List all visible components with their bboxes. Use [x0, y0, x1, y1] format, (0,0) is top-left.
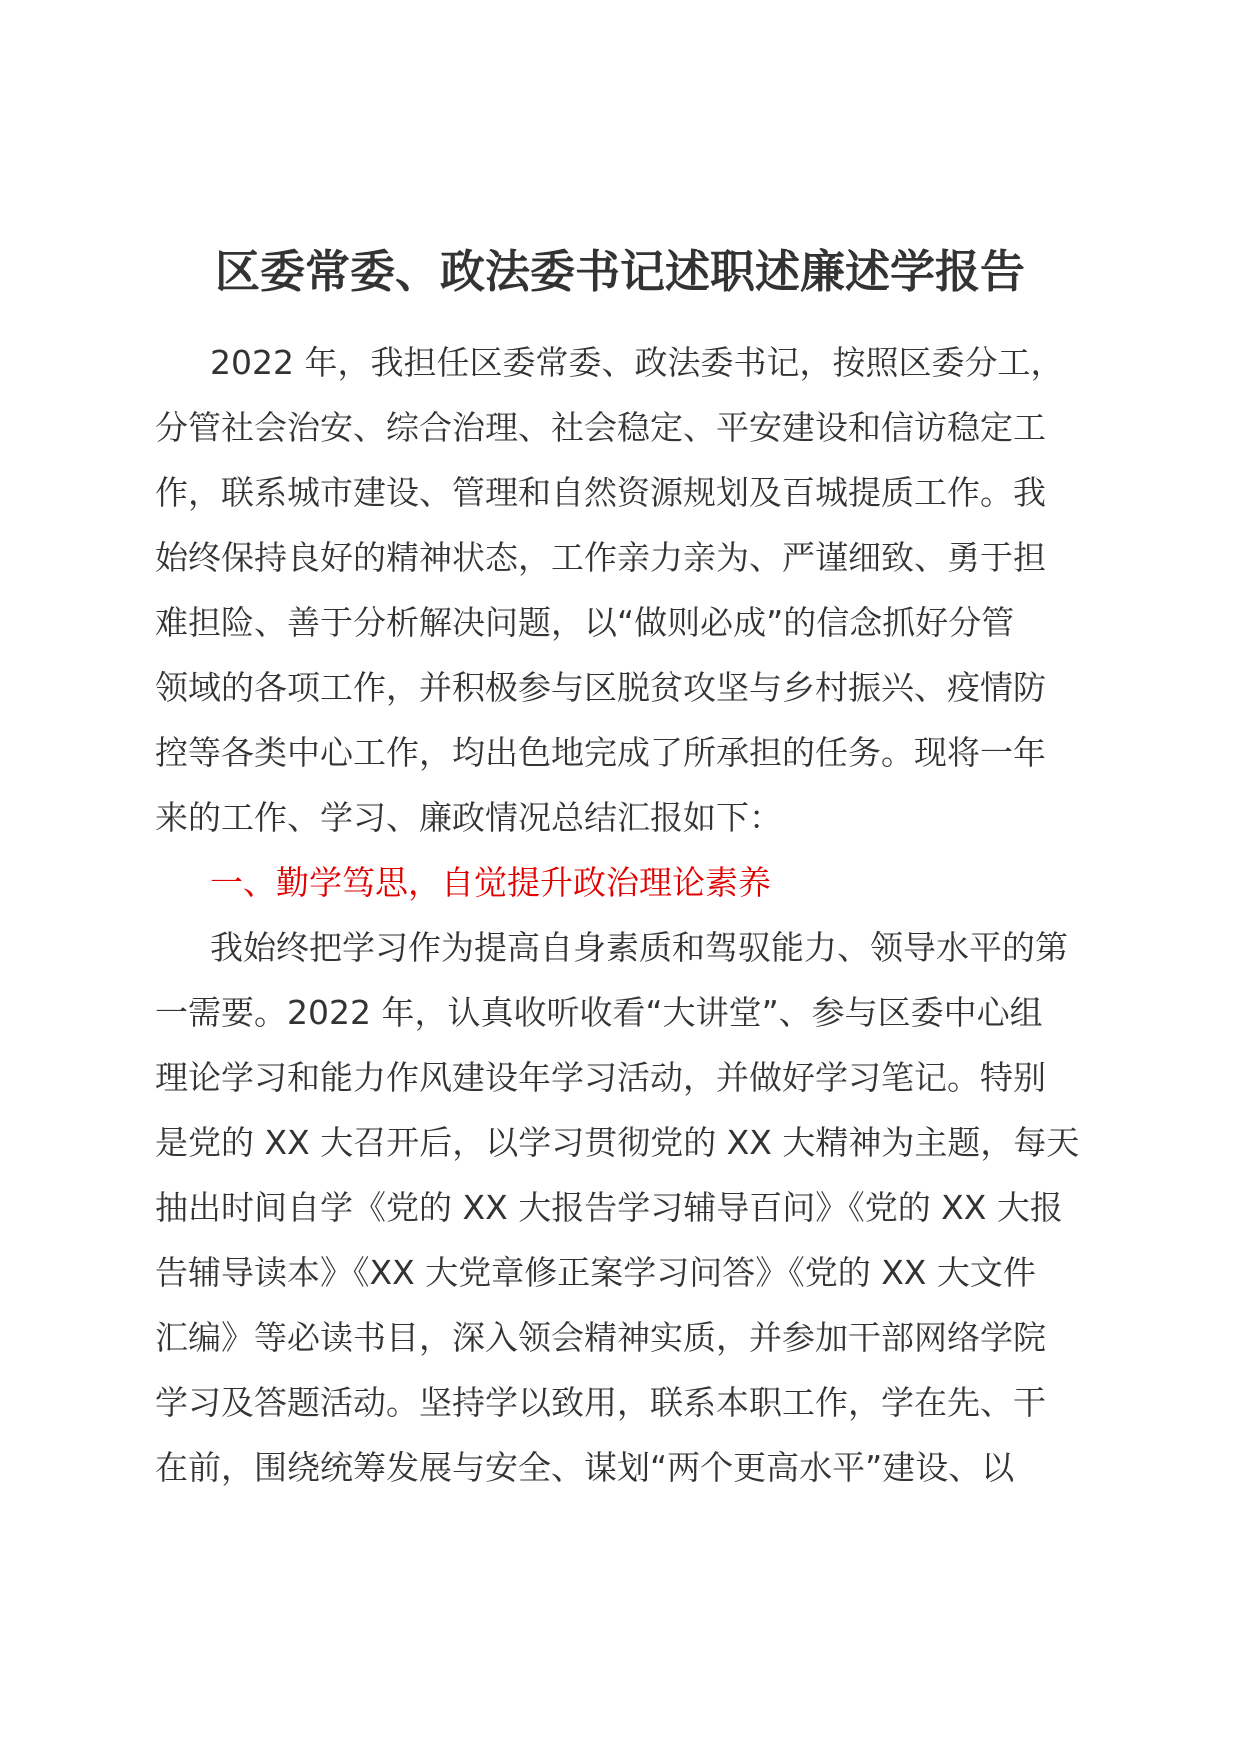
- paragraph-line: 理论学习和能力作风建设年学习活动，并做好学习笔记。特别: [155, 1058, 1046, 1097]
- document-body: [155, 330, 1095, 1500]
- section-heading-1: 一、勤学笃思，自觉提升政治理论素养: [210, 863, 771, 902]
- paragraph-line: 是党的 XX 大召开后，以学习贯彻党的 XX 大精神为主题，每天: [155, 1123, 1080, 1162]
- paragraph-line: 始终保持良好的精神状态，工作亲力亲为、严谨细致、勇于担: [155, 538, 1046, 577]
- paragraph-intro: [155, 330, 1095, 850]
- paragraph-line: 难担险、善于分析解决问题，以“做则必成”的信念抓好分管: [155, 603, 1015, 642]
- paragraph-study: [155, 915, 1095, 1500]
- paragraph-line: 控等各类中心工作，均出色地完成了所承担的任务。现将一年: [155, 733, 1046, 772]
- paragraph-line: 学习及答题活动。坚持学以致用，联系本职工作，学在先、干: [155, 1383, 1046, 1422]
- paragraph-line: 告辅导读本》《XX 大党章修正案学习问答》《党的 XX 大文件: [155, 1253, 1036, 1292]
- paragraph-line: 一需要。2022 年，认真收听收看“大讲堂”、参与区委中心组: [155, 993, 1043, 1032]
- paragraph-line: 我始终把学习作为提高自身素质和驾驭能力、领导水平的第: [210, 928, 1068, 967]
- paragraph-line: 2022 年，我担任区委常委、政法委书记，按照区委分工，: [210, 343, 1064, 382]
- paragraph-line: 在前，围绕统筹发展与安全、谋划“两个更高水平”建设、以: [155, 1448, 1015, 1487]
- paragraph-line: 抽出时间自学《党的 XX 大报告学习辅导百问》《党的 XX 大报: [155, 1188, 1063, 1227]
- paragraph-line: 来的工作、学习、廉政情况总结汇报如下：: [155, 798, 782, 837]
- paragraph-line: 分管社会治安、综合治理、社会稳定、平安建设和信访稳定工: [155, 408, 1046, 447]
- document-title: 区委常委、政法委书记述职述廉述学报告: [214, 245, 1025, 298]
- paragraph-line: 作，联系城市建设、管理和自然资源规划及百城提质工作。我: [155, 473, 1046, 512]
- paragraph-line: 汇编》等必读书目，深入领会精神实质，并参加干部网络学院: [155, 1318, 1046, 1357]
- paragraph-line: 领域的各项工作，并积极参与区脱贫攻坚与乡村振兴、疫情防: [155, 668, 1046, 707]
